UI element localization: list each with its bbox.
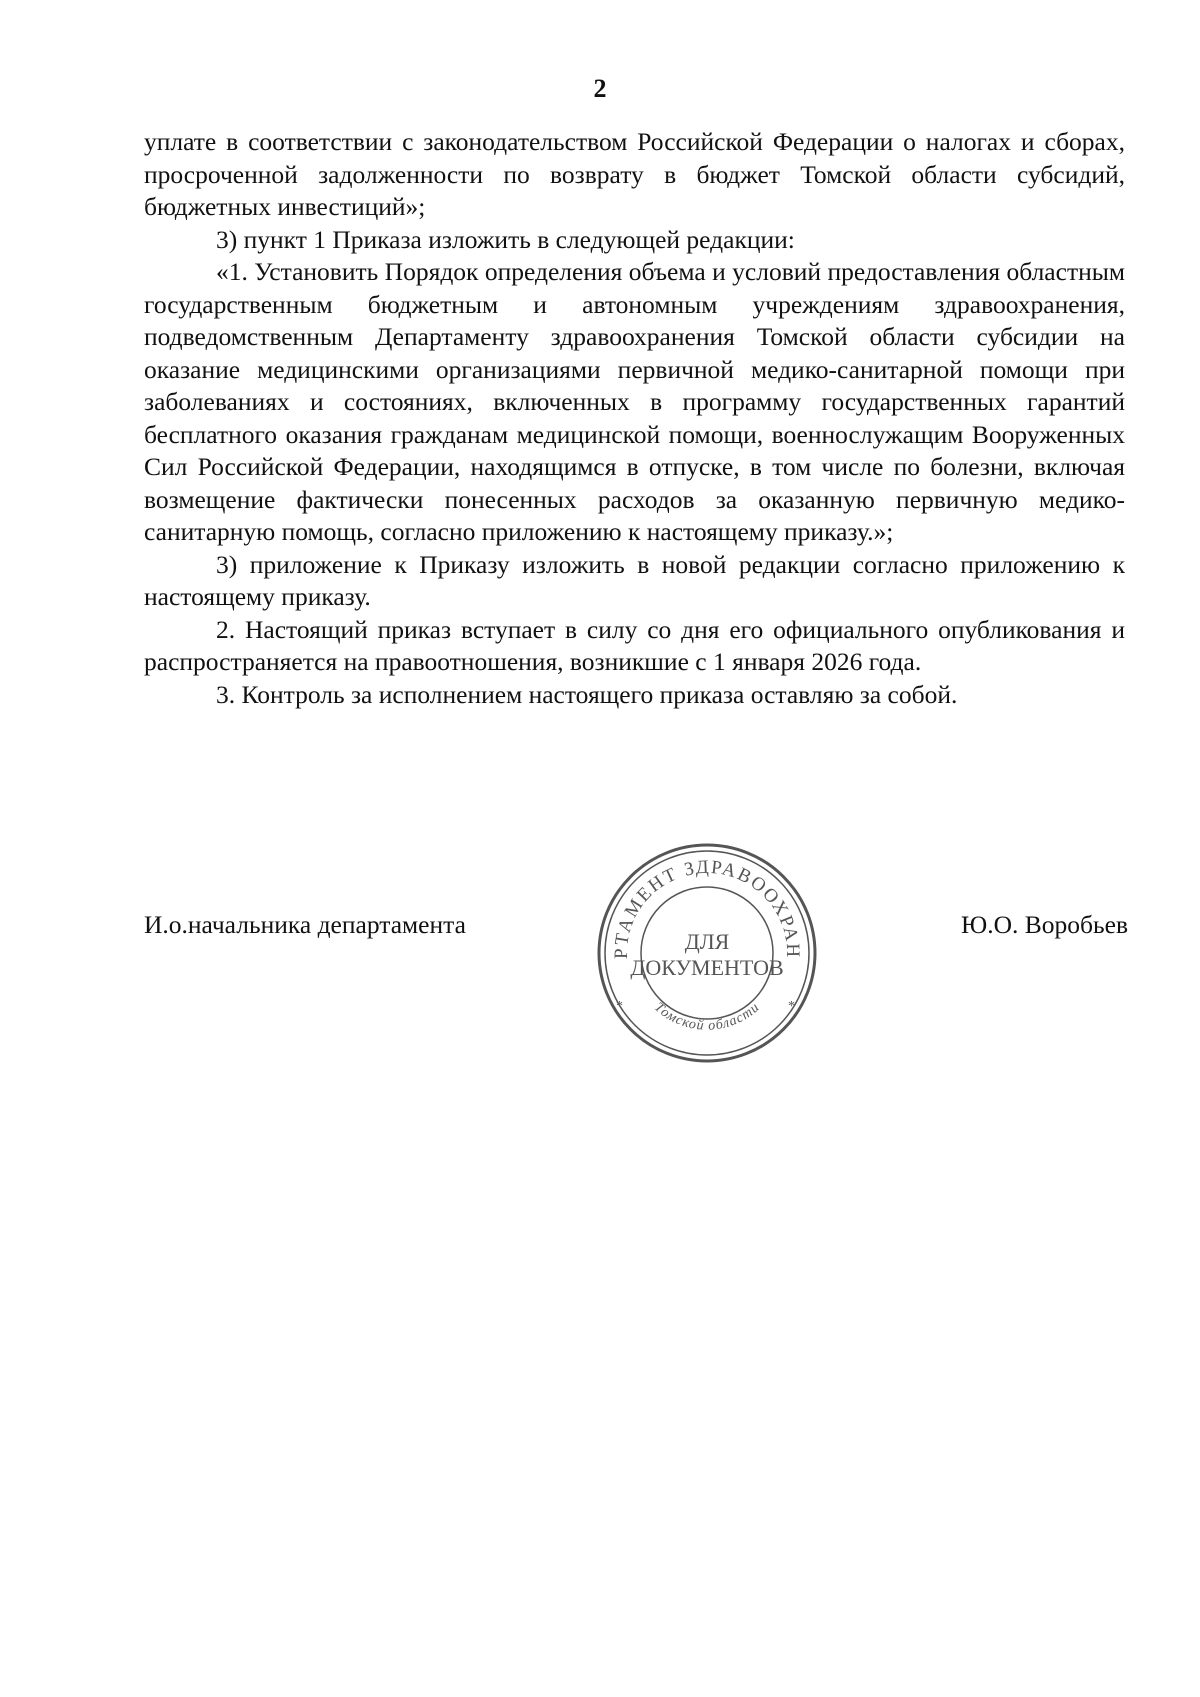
- svg-text:*: *: [616, 999, 623, 1014]
- paragraph-item-2-effective-date: 2. Настоящий приказ вступает в силу со дня его официального опубликования и распространяется на правоотношения, возникшие с 1 января 2026 года.: [144, 614, 1125, 676]
- paragraph-continuation: уплате в соответствии с законодательством Российской Федерации о налогах и сборах, просроченной задолженности по возврату в бюджет Томской области субсидий, бюджетных инвестиций»;: [144, 127, 1125, 221]
- signature-title: И.о.начальника департамента: [144, 910, 466, 939]
- svg-text:ДОКУМЕНТОВ: ДОКУМЕНТОВ: [630, 955, 784, 980]
- svg-text:ДЕПАРТАМЕНТ ЗДРАВООХРАНЕНИЯ: РТАМЕНТ ЗДРАВООХРАН: [610, 856, 804, 960]
- paragraph-item-3-appendix: 3) приложение к Приказу изложить в новой редакции согласно приложению к настоящему приказу.: [144, 549, 1125, 611]
- signatory-name: Ю.О. Воробьев: [961, 910, 1128, 939]
- document-body: [144, 126, 1125, 711]
- svg-text:*: *: [788, 999, 795, 1014]
- paragraph-quoted-point-1: «1. Установить Порядок определения объема и условий предоставления областным государственным бюджетным и автономным учреждениям здравоохранения, подведомственным Департаменту здравоохранения Томской области субсидии на оказание медицинскими организациями первичной медико-санитарной помощи при заболеваниях и состояниях, включенных в программу государственных гарантий бесплатного оказания гражданам медицинской помощи, военнослужащим Вооруженных Сил Российской Федерации, находящимся в отпуске, в том числе по болезни, включая возмещение фактически понесенных расходов за оказанную первичную медико-санитарную помощь, согласно приложению к настоящему приказу.»;: [144, 257, 1125, 546]
- page-number: 2: [593, 74, 607, 103]
- svg-text:Томской области: Томской области: [651, 999, 763, 1034]
- official-stamp: [592, 838, 822, 1068]
- paragraph-item-3-control: 3. Контроль за исполнением настоящего приказа оставляю за собой.: [216, 679, 958, 709]
- svg-text:ДЛЯ: ДЛЯ: [684, 929, 730, 954]
- paragraph-item-3-point-1: 3) пункт 1 Приказа изложить в следующей редакции:: [216, 224, 795, 254]
